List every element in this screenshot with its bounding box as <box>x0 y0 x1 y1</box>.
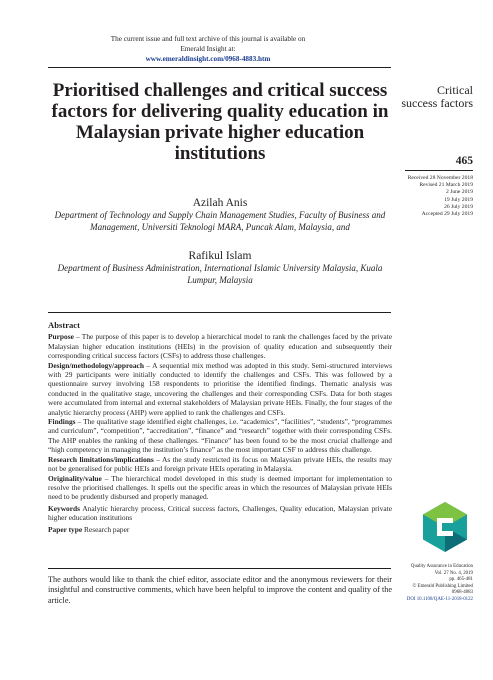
limitations-label: Research limitations/implications <box>48 454 154 464</box>
author-name-1: Azilah Anis <box>192 197 248 209</box>
journal-pages: pp. 465-481 <box>449 577 473 583</box>
history-revised: Revised 21 March 2019 <box>419 182 473 189</box>
design-label: Design/methodology/approach <box>48 360 144 370</box>
abstract-purpose <box>48 332 392 360</box>
archive-notice-text: The current issue and full text archive of this journal is available on Emerald Insight at: <box>110 35 306 53</box>
article-history <box>408 175 473 218</box>
keywords-text: Analytic hierarchy process, Critical success factors, Challenges, Quality education, Malaysian private higher education institutions <box>48 503 392 523</box>
author-affiliation-1: Department of Technology and Supply Chain Management Studies, Faculty of Business and Management, Universiti Teknologi MARA, Puncak Alam, Malaysia, and <box>54 210 386 232</box>
author-affiliation-2: Department of Business Administration, International Islamic University Malaysia, Kuala Lumpur, Malaysia <box>57 263 383 285</box>
page-number: 465 <box>455 155 473 167</box>
abstract-findings <box>48 417 392 455</box>
abstract-divider <box>48 312 391 313</box>
history-revised-4: 26 July 2019 <box>444 203 473 210</box>
design-text: – A sequential mix method was adopted in this study. Semi-structured interviews with 29 participants were initially conducted to identify the challenges and CSFs. This was followed by a questionnaire survey involving 158 respondents to prioritise the identified findings. Thematic analysis was conducted in the qualitative stage, uncovering the challenges and their corresponding CSFs. Data for both stages were accumulated from internal and external stakeholders of Malaysian private HEIs. Finally, the four stages of the analytic hierarchy process (AHP) were applied to rank the challenges and CSFs. <box>48 360 392 417</box>
running-title-line-1: Critical <box>437 83 473 97</box>
journal-publisher: © Emerald Publishing Limited <box>412 583 473 589</box>
archive-notice <box>104 34 312 64</box>
history-revised-2: 2 June 2019 <box>445 189 473 196</box>
emerald-logo-icon <box>423 502 467 552</box>
abstract-section <box>48 321 392 534</box>
journal-volume: Vol. 27 No. 4, 2019 <box>434 570 473 576</box>
top-divider <box>48 67 391 68</box>
journal-url-link[interactable]: www.emeraldinsight.com/0968-4883.htm <box>145 55 271 63</box>
originality-text: – The hierarchical model developed in this study is deemed important for implementation to resolve the prioritised challenges. It spells out the specific areas in which the resources of Malaysian private HEIs need to be prudently disbursed and properly managed. <box>48 473 392 502</box>
author-name-2: Rafikul Islam <box>188 250 252 262</box>
abstract-heading: Abstract <box>48 320 80 330</box>
paper-type-label: Paper type <box>48 524 83 534</box>
purpose-text: – The purpose of this paper is to develop a hierarchical model to rank the challenges faced by the private Malaysian higher education institutions (HEIs) in the provision of quality education and subsequently their corresponding critical success factors (CSFs) to address those challenges. <box>48 332 392 361</box>
history-received: Received 28 November 2018 <box>407 175 473 181</box>
article-title: Prioritised challenges and critical success factors for delivering quality education in Malaysian private higher education institutions <box>51 80 389 164</box>
journal-name: Quality Assurance in Education <box>410 564 473 569</box>
running-title <box>401 84 473 110</box>
abstract-design <box>48 361 392 417</box>
abstract-keywords <box>48 504 392 523</box>
keywords-label: Keywords <box>48 503 81 513</box>
paper-type-text: Research paper <box>82 524 130 534</box>
originality-label: Originality/value <box>48 473 102 483</box>
findings-label: Findings <box>48 417 76 427</box>
doi-link[interactable]: DOI 10.1108/QAE-11-2018-0122 <box>406 596 473 602</box>
running-title-line-2: success factors <box>401 96 473 110</box>
purpose-label: Purpose <box>48 332 74 342</box>
history-accepted: Accepted 29 July 2019 <box>421 211 473 218</box>
abstract-limitations <box>48 455 392 474</box>
history-revised-3: 19 July 2019 <box>444 196 473 203</box>
acknowledgement: The authors would like to thank the chief editor, associate editor and the anonymous reviewers for their insightful and constructive comments, which have been helpful to improve the content and quality of the article. <box>48 575 392 605</box>
journal-issn: 0968-4883 <box>451 590 473 596</box>
journal-info <box>407 564 473 604</box>
abstract-originality <box>48 474 392 502</box>
footer-divider <box>48 568 391 569</box>
findings-text: – The qualitative stage identified eight challenges, i.e. “academics”, “facilities”, “students”, “programmes and curriculum”, “competition”, “accreditation”, “finance” and “research” together with their corresponding CSFs. The AHP enables the ranking of these challenges. “Finance” has been found to be the most crucial challenge and “high competency in managing the institution’s finance” as the most important CSF to address this challenge. <box>48 417 392 455</box>
limitations-text: – As the study restricted its focus on Malaysian private HEIs, the results may not be generalised for public HEIs and foreign private HEIs operating in Malaysia. <box>48 454 392 474</box>
abstract-paper-type <box>48 525 392 534</box>
sidebar-divider <box>405 170 473 171</box>
